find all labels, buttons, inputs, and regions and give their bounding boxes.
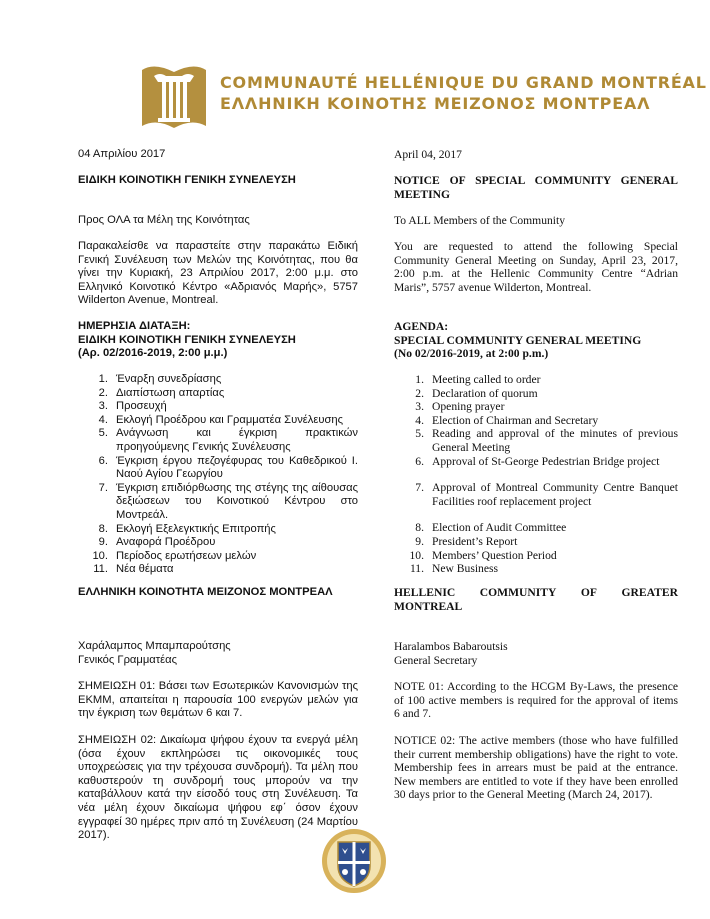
greek-agenda-label: ΗΜΕΡΗΣΙΑ ΔΙΑΤΑΞΗ: xyxy=(78,320,191,332)
greek-note-1: ΣΗΜΕΙΩΣΗ 01: Βάσει των Εσωτερικών Κανονισμών της ΕΚΜΜ, απαιτείται η παρουσία 100 ενεργών μελών για την έγκριση των θεμάτων 6 και 7. xyxy=(78,680,358,720)
footer-word: COMMUNITY xyxy=(479,586,557,599)
greek-intro: Παρακαλείσθε να παραστείτε στην παρακάτω Ειδική Γενική Συνέλευση των Μελών της Κοινότητας, που θα γίνει την Κυριακή, 23 Απριλίου 2017, 2:00 μ.μ. στο Ελληνικό Κοινοτικό Κέντρο «Αδριανός Μαρής», 5757 Wilderton Avenue, Montreal. xyxy=(78,240,358,307)
greek-note-2: ΣΗΜΕΙΩΣΗ 02: Δικαίωμα ψήφου έχουν τα ενεργά μέλη (όσα έχουν εκπληρώσει τις οικονομικές τους υποχρεώσεις για την τρέχουσα συνδρομή). Τα μέλη που καθυστερούν τη συνδρομή τους μπορούν να την καταβάλλουν κατά την είσοδό τους στη Συνέλευση. Τα νέα μέλη έχουν δικαίωμα ψήφου εφ΄ όσον έχουν εγγραφεί 30 ημέρες πριν από τη Συνέλευση (24 Μαρτίου 2017). xyxy=(78,734,358,842)
letterhead xyxy=(140,62,707,137)
greek-heading: ΕΙΔΙΚΗ ΚΟΙΝΟΤΙΚΗ ΓΕΝΙΚΗ ΣΥΝΕΛΕΥΣΗ xyxy=(78,174,296,186)
greek-signatory-name: Χαράλαμπος Μπαμπαρούτσης xyxy=(78,640,231,652)
greek-agenda-number: (Αρ. 02/2016-2019, 2:00 μ.μ.) xyxy=(78,347,228,360)
list-item: 1. Έναρξη συνεδρίασης xyxy=(98,373,222,385)
list-item: 2. Declaration of quorum xyxy=(415,386,538,400)
list-item: 3. Προσευχή xyxy=(98,400,167,413)
list-item: 8. Εκλογή Εξελεγκτικής Επιτροπής xyxy=(98,522,276,535)
list-item: 1. Meeting called to order xyxy=(415,373,541,386)
greek-salutation: Προς ΟΛΑ τα Μέλη της Κοινότητας xyxy=(78,214,250,226)
list-item: 2. Διαπίστωση απαρτίας xyxy=(98,386,225,399)
footer-word: OF xyxy=(580,586,597,599)
list-item: 9. Αναφορά Προέδρου xyxy=(98,536,216,549)
list-item: 7. Approval of Montreal Community Centre Banquet Facilities roof replacement project xyxy=(415,481,678,508)
english-heading: NOTICE OF SPECIAL COMMUNITY GENERAL MEETING xyxy=(394,174,678,201)
list-item: 10. Members’ Question Period xyxy=(409,548,557,562)
english-agenda-meeting: SPECIAL COMMUNITY GENERAL MEETING xyxy=(394,333,642,347)
english-agenda-number: (No 02/2016-2019, at 2:00 p.m.) xyxy=(394,347,549,361)
list-item: 7. Έγκριση επιδιόρθωσης της στέγης της αίθουσας δεξιώσεων του Κοινοτικού Κέντρου στο Μοντρεάλ. xyxy=(98,481,358,521)
list-item: 9. President’s Report xyxy=(415,534,518,548)
list-item: 4. Election of Chairman and Secretary xyxy=(415,413,599,427)
greek-agenda-title xyxy=(78,320,358,361)
list-item: 8. Election of Audit Committee xyxy=(415,521,567,535)
english-note-2: NOTICE 02: The active members (those who have fulfilled their current membership obligations) have the right to vote. Membership fees in arrears must be paid at the entrance. New members are entitled to vote if they have been enrolled 30 days prior to the General Meeting (March 24, 2017). xyxy=(394,734,678,802)
list-item: 3. Opening prayer xyxy=(415,400,505,414)
english-intro: You are requested to attend the following Special Community General Meeting on Sunday, April 23, 2017, 2:00 p.m. at the Hellenic Community Centre “Adrian Maris”, 5757 avenue Wilderton, Montreal. xyxy=(394,240,678,294)
greek-org-footer: ΕΛΛΗΝΙΚΗ ΚΟΙΝΟΤΗΤΑ ΜΕΙΖΟΝΟΣ ΜΟΝΤΡΕΑΛ xyxy=(78,586,333,598)
list-item: 6. Approval of St-George Pedestrian Bridge project xyxy=(415,454,660,468)
footer-word: MONTREAL xyxy=(394,599,463,613)
english-signatory-name: Haralambos Babaroutsis xyxy=(394,640,508,653)
english-date: April 04, 2017 xyxy=(394,148,462,161)
list-item: 4. Εκλογή Προέδρου και Γραμματέα Συνέλευσης xyxy=(98,413,344,426)
list-item: 11. Νέα θέματα xyxy=(93,563,174,576)
greek-agenda-meeting: ΕΙΔΙΚΗ ΚΟΙΝΟΤΙΚΗ ΓΕΝΙΚΗ ΣΥΝΕΛΕΥΣΗ xyxy=(78,333,296,346)
list-item: 5. Ανάγνωση και έγκριση πρακτικών προηγούμενης Γενικής Συνέλευσης xyxy=(98,427,358,453)
english-salutation: To ALL Members of the Community xyxy=(394,214,566,227)
list-item: 5. Reading and approval of the minutes of previous General Meeting xyxy=(415,427,678,454)
english-agenda-label: AGENDA: xyxy=(394,320,449,333)
english-agenda-list xyxy=(394,373,678,576)
footer-word: HELLENIC xyxy=(394,586,456,599)
english-agenda-title xyxy=(394,320,678,361)
footer-word: GREATER xyxy=(621,586,678,599)
org-name-french: COMMUNAUTÉ HELLÉNIQUE DU GRAND MONTRÉAL xyxy=(220,73,707,92)
greek-agenda-list xyxy=(78,373,358,577)
greek-signatory-title: Γενικός Γραμματέας xyxy=(78,654,178,666)
org-name-greek: ΕΛΛΗΝΙΚΗ ΚΟΙΝΟΤΗΣ ΜΕΙΖΟΝΟΣ ΜΟΝΤΡΕΑΛ xyxy=(220,94,651,113)
english-note-1: NOTE 01: According to the HCGM By-Laws, the presence of 100 active members is required for the approval of items 6 and 7. xyxy=(394,680,678,721)
list-item: 10. Περίοδος ερωτήσεων μελών xyxy=(92,549,257,562)
english-signatory-title: General Secretary xyxy=(394,654,478,667)
greek-date: 04 Απριλίου 2017 xyxy=(78,148,166,160)
community-seal-icon xyxy=(321,828,387,894)
english-org-footer xyxy=(394,586,678,613)
list-item: 11. New Business xyxy=(409,562,499,576)
list-item: 6. Έγκριση έργου πεζογέφυρας του Καθεδρικού Ι. Ναού Αγίου Γεωργίου xyxy=(98,454,358,481)
column-book-logo-icon xyxy=(140,62,208,138)
